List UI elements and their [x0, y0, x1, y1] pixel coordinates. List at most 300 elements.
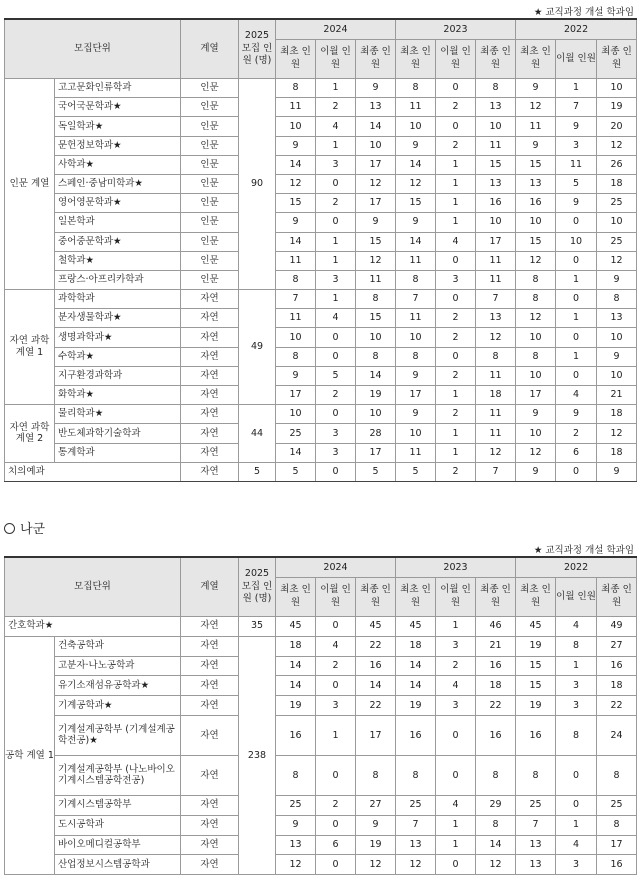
- value-cell: 25: [396, 795, 436, 815]
- value-cell: 16: [476, 715, 516, 755]
- value-cell: 0: [316, 755, 356, 795]
- value-cell: 15: [516, 656, 556, 676]
- group-name: 자연 과학 계열 1: [5, 290, 55, 405]
- header-sub: 최종 인원: [597, 578, 637, 617]
- value-cell: 10: [597, 328, 637, 347]
- dept-name: 과학학과: [55, 290, 181, 309]
- field-cell: 자연: [181, 386, 239, 405]
- value-cell: 17: [356, 155, 396, 174]
- value-cell: 10: [356, 328, 396, 347]
- value-cell: 4: [316, 309, 356, 328]
- value-cell: 10: [356, 405, 396, 424]
- table-row: [5, 79, 637, 98]
- dept-name: 생명과학과★: [55, 328, 181, 347]
- teacher-course-note-2: ★ 교직과정 개설 학과임: [533, 545, 634, 556]
- value-cell: 13: [597, 309, 637, 328]
- value-cell: 1: [316, 79, 356, 98]
- dept-name: 분자생물학과★: [55, 309, 181, 328]
- dept-name: 기계공학과★: [55, 696, 181, 716]
- value-cell: 9: [276, 366, 316, 385]
- value-cell: 14: [276, 443, 316, 462]
- value-cell: 8: [556, 636, 597, 656]
- value-cell: 9: [516, 79, 556, 98]
- value-cell: 15: [516, 676, 556, 696]
- value-cell: 9: [396, 366, 436, 385]
- field-cell: 자연: [181, 347, 239, 366]
- value-cell: 12: [597, 136, 637, 155]
- value-cell: 22: [356, 696, 396, 716]
- value-cell: 0: [316, 405, 356, 424]
- value-cell: 2: [436, 136, 476, 155]
- value-cell: 1: [436, 815, 476, 835]
- field-cell: 자연: [181, 309, 239, 328]
- value-cell: 9: [516, 462, 556, 481]
- field-cell: 자연: [181, 715, 239, 755]
- table-row: [5, 136, 637, 155]
- value-cell: 45: [516, 617, 556, 637]
- value-cell: 1: [436, 835, 476, 855]
- value-cell: 18: [597, 676, 637, 696]
- value-cell: 4: [436, 676, 476, 696]
- value-cell: 14: [276, 155, 316, 174]
- table-row: [5, 386, 637, 405]
- value-cell: 12: [516, 251, 556, 270]
- group-name: 자연 과학 계열 2: [5, 405, 55, 463]
- value-cell: 0: [316, 617, 356, 637]
- value-cell: 16: [276, 715, 316, 755]
- value-cell: 1: [436, 424, 476, 443]
- header-sub: 최종 인원: [476, 578, 516, 617]
- value-cell: 12: [476, 328, 516, 347]
- value-cell: 2: [436, 405, 476, 424]
- value-cell: 5: [556, 174, 597, 193]
- value-cell: 27: [597, 636, 637, 656]
- value-cell: 2: [316, 386, 356, 405]
- value-cell: 11: [396, 98, 436, 117]
- value-cell: 9: [396, 405, 436, 424]
- value-cell: 19: [396, 696, 436, 716]
- value-cell: 11: [516, 117, 556, 136]
- value-cell: 22: [476, 696, 516, 716]
- value-cell: 10: [276, 117, 316, 136]
- value-cell: 8: [276, 347, 316, 366]
- value-cell: 0: [316, 855, 356, 875]
- section-title: [4, 518, 45, 537]
- field-cell: 자연: [181, 656, 239, 676]
- value-cell: 5: [276, 462, 316, 481]
- value-cell: 18: [597, 174, 637, 193]
- value-cell: 11: [396, 251, 436, 270]
- value-cell: 11: [396, 443, 436, 462]
- field-cell: 인문: [181, 136, 239, 155]
- value-cell: 9: [597, 347, 637, 366]
- header-year: 2023: [396, 19, 516, 40]
- value-cell: 16: [516, 715, 556, 755]
- value-cell: 0: [556, 462, 597, 481]
- value-cell: 8: [396, 270, 436, 289]
- field-cell: 자연: [181, 696, 239, 716]
- header-sub: 최초 인원: [516, 578, 556, 617]
- table-row: [5, 462, 637, 481]
- header-sub: 이월 인원: [436, 40, 476, 79]
- value-cell: 6: [316, 835, 356, 855]
- value-cell: 8: [476, 815, 516, 835]
- value-cell: 2: [436, 309, 476, 328]
- value-cell: 10: [476, 213, 516, 232]
- value-cell: 9: [597, 270, 637, 289]
- field-cell: 자연: [181, 424, 239, 443]
- value-cell: 13: [476, 98, 516, 117]
- value-cell: 3: [316, 443, 356, 462]
- value-cell: 8: [396, 755, 436, 795]
- value-cell: 27: [356, 795, 396, 815]
- value-cell: 0: [556, 290, 597, 309]
- value-cell: 1: [556, 270, 597, 289]
- value-cell: 13: [516, 835, 556, 855]
- value-cell: 0: [556, 795, 597, 815]
- field-cell: 자연: [181, 835, 239, 855]
- value-cell: 3: [436, 636, 476, 656]
- field-cell: 자연: [181, 676, 239, 696]
- dept-name: 스페인·중남미학과★: [55, 174, 181, 193]
- header-year: 2022: [516, 19, 637, 40]
- value-cell: 18: [597, 405, 637, 424]
- header-sub: 최초 인원: [276, 578, 316, 617]
- field-cell: 인문: [181, 98, 239, 117]
- value-cell: 3: [316, 155, 356, 174]
- value-cell: 12: [276, 855, 316, 875]
- value-cell: 3: [556, 696, 597, 716]
- value-cell: 17: [476, 232, 516, 251]
- value-cell: 1: [316, 136, 356, 155]
- value-cell: 14: [396, 676, 436, 696]
- header-sub: 이월 인원: [316, 578, 356, 617]
- value-cell: 45: [276, 617, 316, 637]
- value-cell: 25: [597, 795, 637, 815]
- value-cell: 12: [356, 251, 396, 270]
- value-cell: 16: [597, 855, 637, 875]
- value-cell: 10: [597, 366, 637, 385]
- dept-name: 사학과★: [55, 155, 181, 174]
- field-cell: 인문: [181, 270, 239, 289]
- value-cell: 10: [516, 424, 556, 443]
- value-cell: 24: [597, 715, 637, 755]
- value-cell: 9: [276, 136, 316, 155]
- value-cell: 15: [276, 194, 316, 213]
- value-cell: 1: [556, 79, 597, 98]
- value-cell: 12: [516, 98, 556, 117]
- value-cell: 1: [316, 290, 356, 309]
- value-cell: 12: [516, 443, 556, 462]
- value-cell: 0: [436, 715, 476, 755]
- value-cell: 0: [436, 755, 476, 795]
- value-cell: 8: [356, 755, 396, 795]
- value-cell: 1: [316, 251, 356, 270]
- table-row: [5, 98, 637, 117]
- section-title-text: 나군: [20, 522, 46, 537]
- value-cell: 9: [396, 136, 436, 155]
- value-cell: 17: [276, 386, 316, 405]
- value-cell: 8: [597, 755, 637, 795]
- value-cell: 3: [436, 270, 476, 289]
- header-unit: 모집단위: [5, 19, 181, 79]
- table-row: [5, 174, 637, 193]
- value-cell: 3: [316, 696, 356, 716]
- value-cell: 8: [516, 347, 556, 366]
- value-cell: 4: [556, 386, 597, 405]
- value-cell: 14: [356, 676, 396, 696]
- dept-name: 바이오메디컬공학부: [55, 835, 181, 855]
- group-quota: 238: [239, 636, 276, 874]
- value-cell: 3: [316, 270, 356, 289]
- value-cell: 10: [356, 136, 396, 155]
- header-quota: 2025 모집 인원 (명): [239, 557, 276, 617]
- value-cell: 10: [276, 328, 316, 347]
- value-cell: 0: [316, 174, 356, 193]
- value-cell: 8: [597, 290, 637, 309]
- value-cell: 8: [516, 755, 556, 795]
- header-quota: 2025 모집 인원 (명): [239, 19, 276, 79]
- value-cell: 2: [556, 424, 597, 443]
- dept-name: 지구환경과학과: [55, 366, 181, 385]
- value-cell: 3: [556, 855, 597, 875]
- value-cell: 18: [597, 443, 637, 462]
- table-row: [5, 696, 637, 716]
- value-cell: 13: [476, 309, 516, 328]
- value-cell: 7: [476, 290, 516, 309]
- value-cell: 14: [476, 835, 516, 855]
- admission-table-ga: [4, 18, 637, 482]
- table-row: [5, 290, 637, 309]
- value-cell: 18: [476, 676, 516, 696]
- value-cell: 5: [396, 462, 436, 481]
- value-cell: 8: [516, 290, 556, 309]
- value-cell: 19: [356, 386, 396, 405]
- value-cell: 4: [316, 636, 356, 656]
- value-cell: 18: [476, 386, 516, 405]
- value-cell: 0: [316, 328, 356, 347]
- value-cell: 17: [597, 835, 637, 855]
- group-name: 인문 계열: [5, 79, 55, 290]
- value-cell: 16: [356, 656, 396, 676]
- value-cell: 9: [556, 117, 597, 136]
- table-row: [5, 213, 637, 232]
- value-cell: 14: [356, 366, 396, 385]
- value-cell: 11: [276, 251, 316, 270]
- field-cell: 인문: [181, 155, 239, 174]
- value-cell: 11: [276, 309, 316, 328]
- value-cell: 2: [436, 98, 476, 117]
- value-cell: 4: [556, 617, 597, 637]
- value-cell: 6: [556, 443, 597, 462]
- header-sub: 이월 인원: [556, 578, 597, 617]
- header-field: 계열: [181, 19, 239, 79]
- value-cell: 11: [476, 270, 516, 289]
- value-cell: 12: [276, 174, 316, 193]
- value-cell: 16: [516, 194, 556, 213]
- field-cell: 인문: [181, 79, 239, 98]
- value-cell: 8: [396, 347, 436, 366]
- value-cell: 7: [396, 290, 436, 309]
- dept-name: 프랑스·아프리카학과: [55, 270, 181, 289]
- value-cell: 19: [276, 696, 316, 716]
- value-cell: 5: [356, 462, 396, 481]
- value-cell: 8: [276, 755, 316, 795]
- value-cell: 13: [396, 835, 436, 855]
- value-cell: 0: [316, 462, 356, 481]
- value-cell: 26: [597, 155, 637, 174]
- value-cell: 1: [316, 232, 356, 251]
- table-row: [5, 366, 637, 385]
- group-quota: 49: [239, 290, 276, 405]
- value-cell: 8: [476, 347, 516, 366]
- value-cell: 13: [356, 98, 396, 117]
- value-cell: 3: [556, 676, 597, 696]
- field-cell: 자연: [181, 443, 239, 462]
- value-cell: 4: [436, 232, 476, 251]
- dept-name: 수학과★: [55, 347, 181, 366]
- value-cell: 15: [516, 232, 556, 251]
- value-cell: 9: [356, 213, 396, 232]
- value-cell: 12: [356, 855, 396, 875]
- value-cell: 10: [597, 79, 637, 98]
- field-cell: 자연: [181, 755, 239, 795]
- value-cell: 14: [396, 232, 436, 251]
- value-cell: 21: [597, 386, 637, 405]
- value-cell: 5: [316, 366, 356, 385]
- value-cell: 13: [516, 855, 556, 875]
- value-cell: 16: [476, 656, 516, 676]
- dept-name: 물리학과★: [55, 405, 181, 424]
- field-cell: 인문: [181, 232, 239, 251]
- value-cell: 0: [556, 251, 597, 270]
- value-cell: 8: [356, 347, 396, 366]
- header-sub: 최종 인원: [356, 40, 396, 79]
- value-cell: 19: [516, 636, 556, 656]
- value-cell: 10: [396, 117, 436, 136]
- field-cell: 자연: [181, 366, 239, 385]
- value-cell: 17: [356, 715, 396, 755]
- table-row: [5, 715, 637, 755]
- value-cell: 11: [556, 155, 597, 174]
- teacher-course-note: ★ 교직과정 개설 학과임: [533, 7, 634, 18]
- value-cell: 28: [356, 424, 396, 443]
- value-cell: 9: [556, 194, 597, 213]
- value-cell: 1: [556, 309, 597, 328]
- dept-name: 중어중문학과★: [55, 232, 181, 251]
- dept-name: 국어국문학과★: [55, 98, 181, 117]
- value-cell: 8: [276, 79, 316, 98]
- value-cell: 2: [316, 795, 356, 815]
- value-cell: 9: [516, 136, 556, 155]
- value-cell: 45: [396, 617, 436, 637]
- table-row: [5, 443, 637, 462]
- value-cell: 1: [436, 213, 476, 232]
- value-cell: 17: [356, 443, 396, 462]
- table-row: [5, 676, 637, 696]
- header-field: 계열: [181, 557, 239, 617]
- value-cell: 1: [556, 347, 597, 366]
- value-cell: 25: [276, 424, 316, 443]
- value-cell: 8: [396, 79, 436, 98]
- group-quota: 90: [239, 79, 276, 290]
- field-cell: 자연: [181, 462, 239, 481]
- header-year: 2022: [516, 557, 637, 578]
- value-cell: 11: [476, 136, 516, 155]
- table-row: [5, 835, 637, 855]
- value-cell: 16: [396, 715, 436, 755]
- table-row: [5, 232, 637, 251]
- value-cell: 14: [356, 117, 396, 136]
- dept-name: 철학과★: [55, 251, 181, 270]
- value-cell: 17: [396, 386, 436, 405]
- value-cell: 8: [476, 755, 516, 795]
- table-row: [5, 855, 637, 875]
- value-cell: 11: [276, 98, 316, 117]
- value-cell: 10: [556, 232, 597, 251]
- header-sub: 최종 인원: [356, 578, 396, 617]
- value-cell: 45: [356, 617, 396, 637]
- value-cell: 2: [316, 194, 356, 213]
- value-cell: 10: [396, 424, 436, 443]
- value-cell: 10: [396, 328, 436, 347]
- table-row: [5, 815, 637, 835]
- value-cell: 7: [476, 462, 516, 481]
- value-cell: 1: [436, 617, 476, 637]
- header-sub: 최종 인원: [597, 40, 637, 79]
- value-cell: 10: [516, 366, 556, 385]
- value-cell: 3: [436, 696, 476, 716]
- value-cell: 1: [436, 155, 476, 174]
- value-cell: 0: [436, 251, 476, 270]
- value-cell: 29: [476, 795, 516, 815]
- value-cell: 8: [556, 715, 597, 755]
- value-cell: 11: [476, 405, 516, 424]
- value-cell: 14: [276, 656, 316, 676]
- dept-name: 문헌정보학과★: [55, 136, 181, 155]
- value-cell: 22: [356, 636, 396, 656]
- value-cell: 22: [597, 696, 637, 716]
- value-cell: 11: [356, 270, 396, 289]
- value-cell: 18: [396, 636, 436, 656]
- value-cell: 1: [556, 656, 597, 676]
- value-cell: 11: [396, 309, 436, 328]
- table-row: [5, 347, 637, 366]
- value-cell: 0: [556, 755, 597, 795]
- field-cell: 자연: [181, 795, 239, 815]
- value-cell: 2: [436, 462, 476, 481]
- value-cell: 17: [516, 386, 556, 405]
- value-cell: 25: [597, 232, 637, 251]
- value-cell: 9: [597, 462, 637, 481]
- header-sub: 최초 인원: [516, 40, 556, 79]
- value-cell: 1: [436, 194, 476, 213]
- table-row: [5, 755, 637, 795]
- header-sub: 이월 인원: [556, 40, 597, 79]
- value-cell: 1: [436, 174, 476, 193]
- value-cell: 1: [436, 386, 476, 405]
- field-cell: 인문: [181, 194, 239, 213]
- field-cell: 자연: [181, 328, 239, 347]
- dept-name: 기계설계공학부 (나노바이오기계시스템공학전공): [55, 755, 181, 795]
- header-sub: 최종 인원: [476, 40, 516, 79]
- value-cell: 49: [597, 617, 637, 637]
- header-year: 2024: [276, 557, 396, 578]
- value-cell: 0: [436, 290, 476, 309]
- value-cell: 11: [476, 251, 516, 270]
- dept-name: 간호학과★: [5, 617, 181, 637]
- value-cell: 19: [516, 696, 556, 716]
